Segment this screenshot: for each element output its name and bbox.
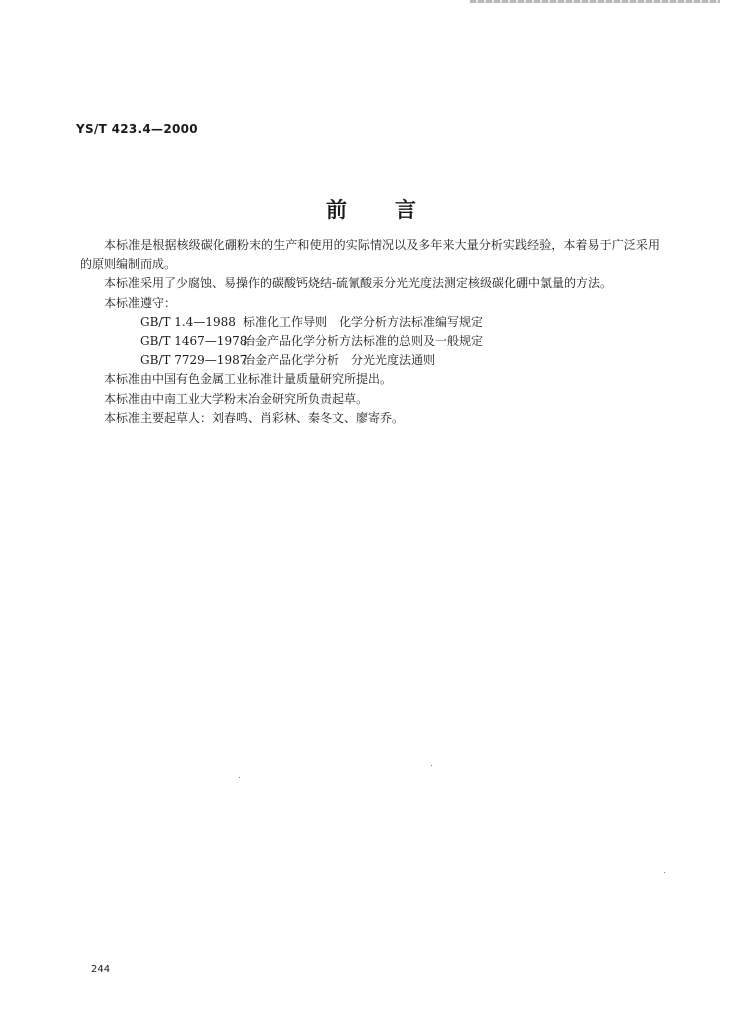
reference-title: 冶金产品化学分析方法标准的总则及一般规定 bbox=[243, 334, 484, 349]
paragraph-proposer: 本标准由中国有色金属工业标准计量质量研究所提出。 bbox=[104, 372, 393, 387]
title-char-1: 前 bbox=[326, 198, 347, 222]
scan-speck bbox=[431, 765, 432, 766]
reference-item bbox=[80, 332, 660, 351]
reference-code: GB/T 7729—1987 bbox=[140, 353, 248, 368]
reference-title: 冶金产品化学分析 分光光度法通则 bbox=[243, 353, 436, 368]
reference-code: GB/T 1467—1978 bbox=[140, 334, 248, 349]
paragraph-compliance: 本标准遵守： bbox=[104, 295, 177, 310]
section-title bbox=[0, 194, 742, 224]
reference-item bbox=[80, 313, 660, 332]
page-number: 244 bbox=[91, 964, 111, 975]
scan-speck bbox=[239, 777, 240, 778]
paragraph-drafters: 本标准主要起草人：刘春鸣、肖彩林、秦冬文、廖寄乔。 bbox=[104, 410, 405, 425]
paragraph-method: 本标准采用了少腐蚀、易操作的碳酸钙烧结-硫氰酸汞分光光度法测定核级碳化硼中氯量的方法。 bbox=[104, 276, 613, 291]
foreword-body bbox=[80, 236, 660, 428]
paragraph-drafter-org: 本标准由中南工业大学粉末冶金研究所负责起草。 bbox=[104, 391, 369, 406]
standard-number: YS/T 423.4—2000 bbox=[76, 122, 198, 136]
title-char-2: 言 bbox=[395, 198, 416, 222]
scan-speck bbox=[664, 872, 665, 873]
reference-item bbox=[80, 351, 660, 370]
scan-artifact bbox=[470, 0, 720, 3]
reference-code: GB/T 1.4—1988 bbox=[140, 314, 236, 329]
reference-title: 标准化工作导则 化学分析方法标准编写规定 bbox=[243, 314, 484, 329]
paragraph-basis: 本标准是根据核级碳化硼粉末的生产和使用的实际情况以及多年来大量分析实践经验，本着易于广泛采用的原则编制而成。 bbox=[80, 238, 660, 272]
reference-list bbox=[80, 313, 660, 371]
